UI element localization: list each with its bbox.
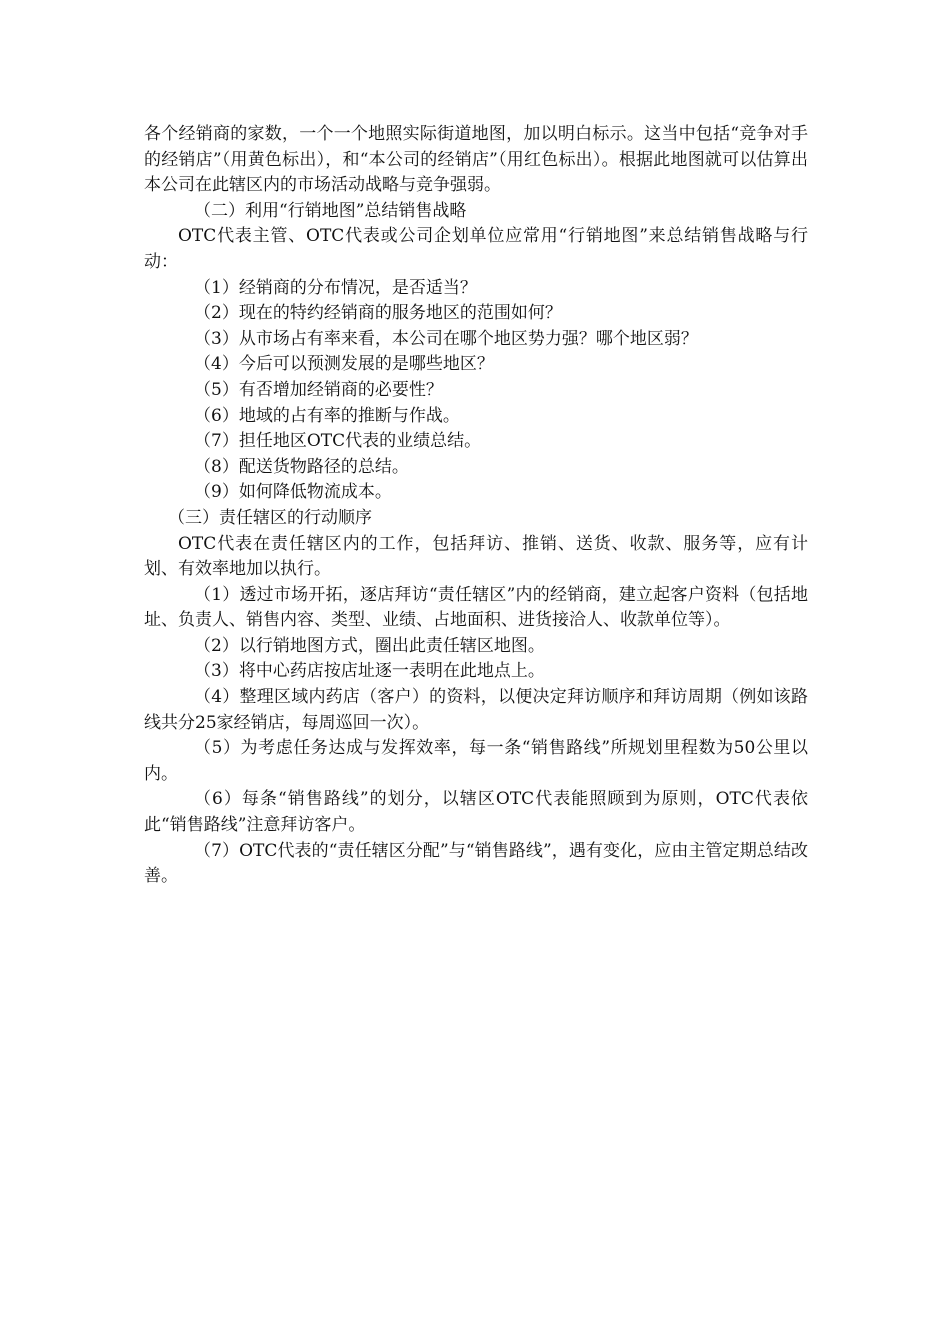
list-item: （5）为考虑任务达成与发挥效率，每一条“销售路线”所规划里程数为50公里以内。 [144, 738, 808, 784]
list-item: （4）今后可以预测发展的是哪些地区？ [194, 354, 494, 375]
list-item: （2）现在的特约经销商的服务地区的范围如何？ [194, 303, 562, 324]
list-item: （7）OTC代表的“责任辖区分配”与“销售路线”，遇有变化，应由主管定期总结改善。 [144, 840, 808, 887]
paragraph-strategy-intro: OTC代表主管、OTC代表或公司企划单位应常用“行销地图”来总结销售战略与行动： [144, 226, 808, 272]
list-item: （4）整理区域内药店（客户）的资料，以便决定拜访顺序和拜访周期（例如该路线共分25家经销店，每周巡回一次）。 [144, 687, 808, 733]
list-item: （3）将中心药店按店址逐一表明在此地点上。 [194, 661, 545, 682]
list-item: （8）配送货物路径的总结。 [194, 456, 409, 477]
list-item: （5）有否增加经销商的必要性？ [194, 379, 443, 400]
list-item: （1）经销商的分布情况，是否适当？ [194, 277, 477, 298]
section-heading-2: （二）利用“行销地图”总结销售战略 [194, 200, 467, 221]
list-item: （3）从市场占有率来看，本公司在哪个地区势力强？哪个地区弱？ [194, 328, 698, 349]
list-item: （2）以行销地图方式，圈出此责任辖区地图。 [194, 635, 545, 656]
list-item: （6）每条“销售路线”的划分，以辖区OTC代表能照顾到为原则，OTC代表依此“销售路线”注意拜访客户。 [144, 789, 808, 836]
section-heading-3: （三）责任辖区的行动顺序 [168, 507, 372, 528]
paragraph-map-intro: 各个经销商的家数，一个一个地照实际街道地图，加以明白标示。这当中包括“竞争对手的经销店”（用黄色标出），和“本公司的经销店”（用红色标出）。根据此地图就可以估算出本公司在此辖区内的市场活动战略与竞争强弱。 [144, 124, 808, 196]
paragraph-territory-intro: OTC代表在责任辖区内的工作，包括拜访、推销、送货、收款、服务等，应有计划、有效率地加以执行。 [144, 533, 808, 580]
list-item: （9）如何降低物流成本。 [194, 482, 392, 503]
list-item: （1）透过市场开拓，逐店拜访“责任辖区”内的经销商，建立起客户资料（包括地址、负责人、销售内容、类型、业绩、占地面积、进货接洽人、收款单位等）。 [144, 584, 808, 631]
list-item: （7）担任地区OTC代表的业绩总结。 [194, 431, 482, 452]
document-body [144, 122, 808, 890]
list-item: （6）地域的占有率的推断与作战。 [194, 405, 460, 426]
